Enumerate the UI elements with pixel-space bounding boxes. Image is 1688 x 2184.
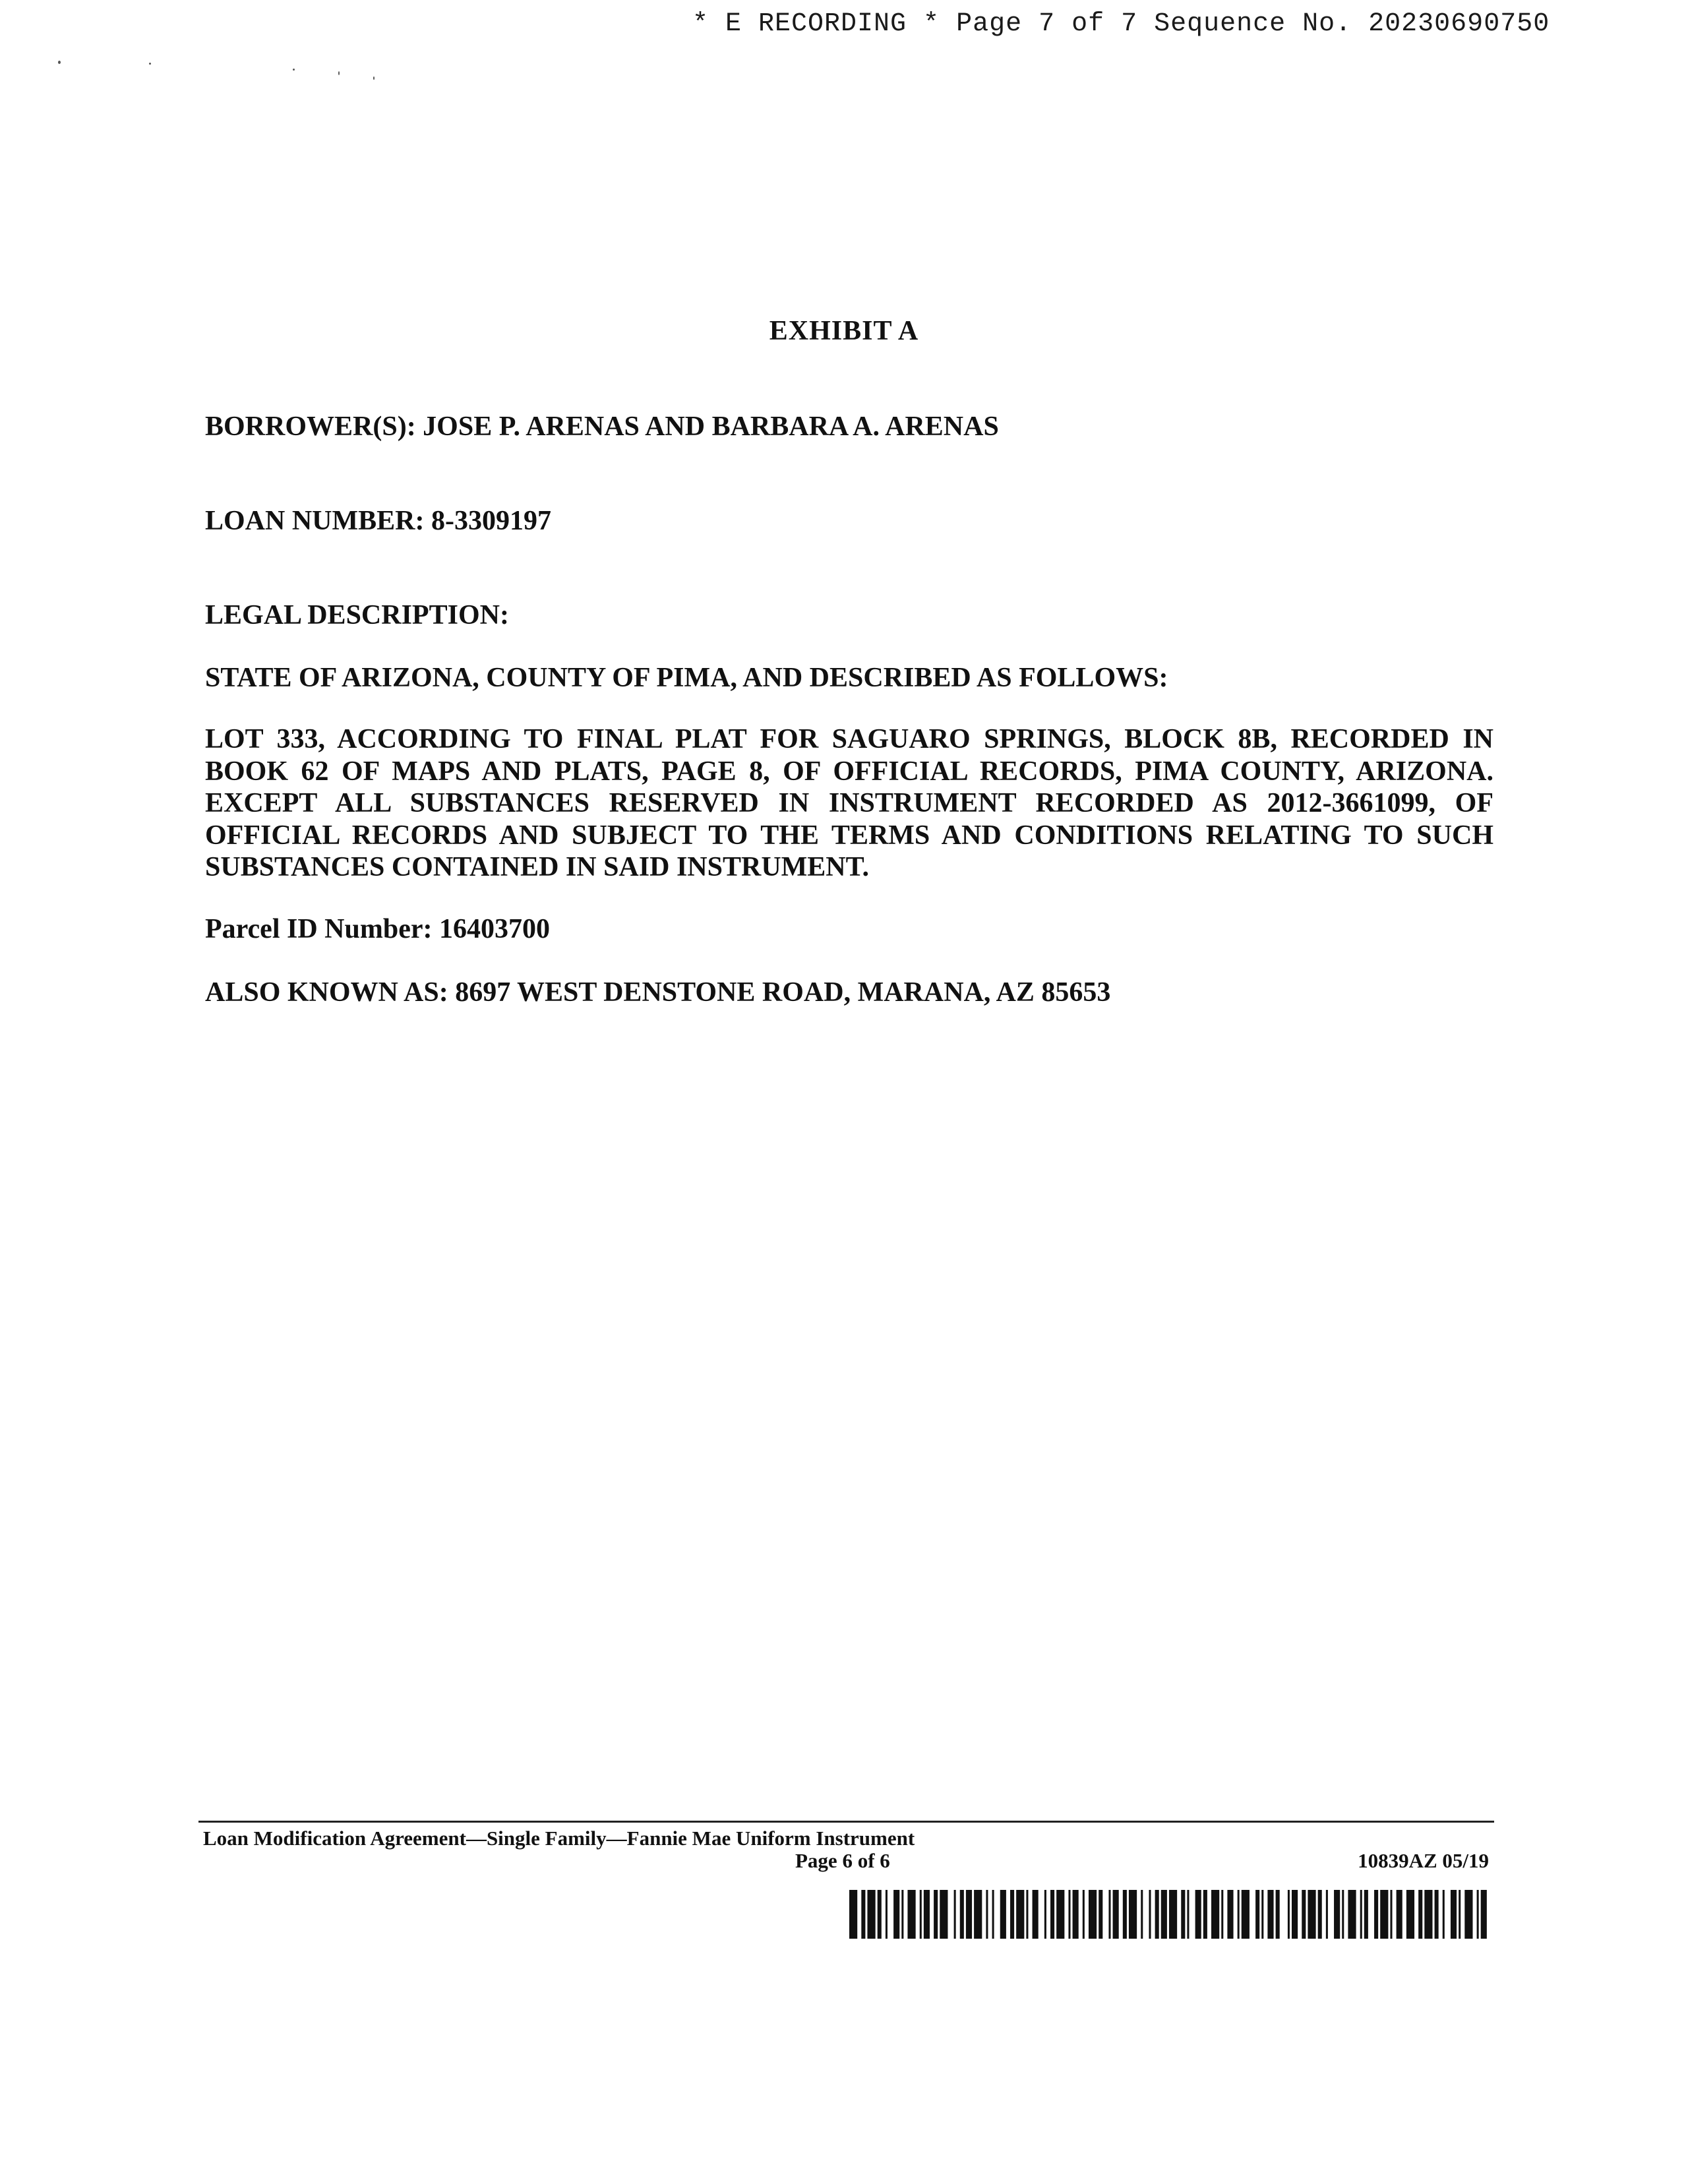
barcode-bar — [1390, 1890, 1392, 1939]
footer-page-number: Page 6 of 6 — [795, 1849, 890, 1872]
barcode-bar — [1211, 1890, 1219, 1939]
barcode-bar — [893, 1890, 899, 1939]
barcode-bar — [1155, 1890, 1159, 1939]
barcode-bar — [1292, 1890, 1298, 1939]
barcode-bar — [940, 1890, 948, 1939]
loan-number-line: LOAN NUMBER: 8-3309197 — [205, 506, 551, 536]
barcode-bar — [1141, 1890, 1143, 1939]
barcode-bar — [1181, 1890, 1185, 1939]
barcode-bar — [1318, 1890, 1322, 1939]
barcode-icon — [849, 1890, 1489, 1939]
footer-divider — [198, 1821, 1494, 1823]
barcode-bar — [974, 1890, 982, 1939]
barcode-bar — [1238, 1890, 1240, 1939]
barcode-bar — [1451, 1890, 1457, 1939]
barcode-bar — [1334, 1890, 1340, 1939]
barcode-bar — [1195, 1890, 1201, 1939]
barcode-bar — [1397, 1890, 1402, 1939]
barcode-bar — [1406, 1890, 1414, 1939]
barcode-bar — [1161, 1890, 1167, 1939]
barcode-bar — [1380, 1890, 1388, 1939]
footer-form-code: 10839AZ 05/19 — [1358, 1849, 1489, 1872]
barcode-bar — [1169, 1890, 1177, 1939]
barcode-bar — [966, 1890, 972, 1939]
barcode-bar — [1010, 1890, 1014, 1939]
borrowers-line: BORROWER(S): JOSE P. ARENAS AND BARBARA A. ARENAS — [205, 411, 999, 442]
barcode-bar — [1418, 1890, 1422, 1939]
barcode-bar — [1424, 1890, 1432, 1939]
barcode-bar — [1360, 1890, 1362, 1939]
barcode-bar — [934, 1890, 938, 1939]
barcode-bar — [1026, 1890, 1028, 1939]
barcode-bar — [1261, 1890, 1263, 1939]
barcode-bar — [1187, 1890, 1189, 1939]
barcode-bar — [1016, 1890, 1024, 1939]
barcode-bar — [1342, 1890, 1344, 1939]
barcode-bar — [1000, 1890, 1006, 1939]
legal-description-paragraph: LOT 333, ACCORDING TO FINAL PLAT FOR SAGUARO SPRINGS, BLOCK 8B, RECORDED IN BOOK 62 OF MAPS AND PLATS, PAGE 8, OF OFFICIAL RECORDS, PIMA COUNTY, ARIZONA. EXCEPT ALL SUBSTANCES RESERVED IN INSTRUMENT RECORDED AS 2012-3661099, OF OFFICIAL RECORDS AND SUBJECT TO THE TERMS AND CONDITIONS RELATING TO SUCH SUBSTANCES CONTAINED IN SAID INSTRUMENT. — [205, 724, 1493, 882]
barcode-bar — [1221, 1890, 1223, 1939]
barcode-bar — [1089, 1890, 1097, 1939]
scan-speck — [58, 61, 61, 64]
barcode-bar — [861, 1890, 865, 1939]
barcode-bar — [878, 1890, 882, 1939]
barcode-bar — [1477, 1890, 1479, 1939]
barcode-bar — [886, 1890, 888, 1939]
barcode-bar — [1056, 1890, 1064, 1939]
barcode-bar — [954, 1890, 956, 1939]
barcode-bar — [1267, 1890, 1273, 1939]
barcode-bar — [1364, 1890, 1368, 1939]
barcode-bar — [1348, 1890, 1356, 1939]
barcode-bar — [1073, 1890, 1079, 1939]
barcode-bar — [1255, 1890, 1259, 1939]
footer-form-title: Loan Modification Agreement—Single Family—Fannie Mae Uniform Instrument — [203, 1827, 915, 1850]
barcode-bar — [1123, 1890, 1127, 1939]
barcode-bar — [1033, 1890, 1039, 1939]
barcode-bar — [907, 1890, 915, 1939]
barcode-bar — [901, 1890, 903, 1939]
state-county-line: STATE OF ARIZONA, COUNTY OF PIMA, AND DESCRIBED AS FOLLOWS: — [205, 663, 1168, 693]
recording-stamp: * E RECORDING * Page 7 of 7 Sequence No. 20230690750 — [692, 9, 1550, 39]
scan-speck — [293, 69, 295, 71]
barcode-bar — [1083, 1890, 1085, 1939]
barcode-bar — [924, 1890, 930, 1939]
exhibit-title: EXHIBIT A — [769, 316, 919, 346]
barcode-bar — [849, 1890, 857, 1939]
barcode-bar — [1044, 1890, 1046, 1939]
barcode-bar — [867, 1890, 875, 1939]
legal-description-heading: LEGAL DESCRIPTION: — [205, 600, 509, 630]
barcode-bar — [1068, 1890, 1070, 1939]
barcode-bar — [986, 1890, 988, 1939]
scan-speck — [338, 71, 340, 75]
parcel-id-line: Parcel ID Number: 16403700 — [205, 914, 550, 944]
barcode-bar — [1374, 1890, 1378, 1939]
barcode-bar — [1481, 1890, 1487, 1939]
barcode-bar — [1464, 1890, 1472, 1939]
barcode-bar — [1108, 1890, 1110, 1939]
barcode-bar — [1050, 1890, 1054, 1939]
barcode-bar — [1326, 1890, 1328, 1939]
barcode-bar — [1242, 1890, 1250, 1939]
scan-speck — [149, 63, 151, 65]
barcode-bar — [1276, 1890, 1280, 1939]
barcode-bar — [1129, 1890, 1137, 1939]
barcode-bar — [1435, 1890, 1439, 1939]
barcode-bar — [1203, 1890, 1207, 1939]
barcode-bar — [1288, 1890, 1290, 1939]
barcode-bar — [1308, 1890, 1315, 1939]
barcode-bar — [960, 1890, 964, 1939]
barcode-bar — [1099, 1890, 1102, 1939]
scan-speck — [373, 76, 375, 80]
barcode-bar — [1459, 1890, 1461, 1939]
barcode-bar — [992, 1890, 994, 1939]
barcode-bar — [1302, 1890, 1306, 1939]
also-known-as-line: ALSO KNOWN AS: 8697 WEST DENSTONE ROAD, MARANA, AZ 85653 — [205, 977, 1111, 1008]
barcode-bar — [1149, 1890, 1151, 1939]
barcode-bar — [1227, 1890, 1233, 1939]
barcode-bar — [1443, 1890, 1445, 1939]
barcode-bar — [1113, 1890, 1119, 1939]
barcode-bar — [920, 1890, 922, 1939]
